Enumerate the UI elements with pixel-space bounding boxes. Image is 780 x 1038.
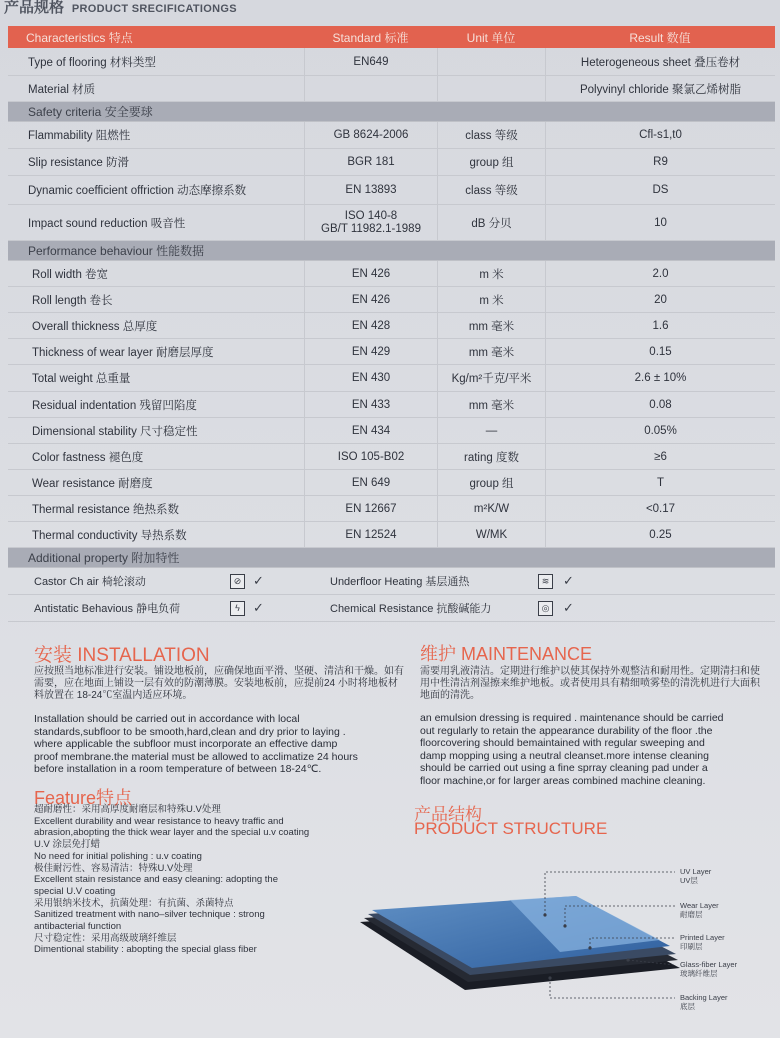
row-result: ≥6 — [545, 444, 775, 469]
layer-en: UV Layer — [680, 867, 712, 876]
row-name: Thermal conductivity 导热系数 — [32, 529, 187, 542]
feature-line: Excellent stain resistance and easy cleaning: adopting the — [34, 874, 278, 886]
row-standard: EN 430 — [304, 365, 437, 391]
installation-line: proof membrane.the material must be allowed to acclimatize 24 hours — [34, 750, 358, 763]
table-row — [8, 313, 775, 339]
chemical-resistance-icon: ◎ — [538, 601, 553, 616]
row-name: Overall thickness 总厚度 — [32, 320, 158, 333]
layer-cn: 玻璃纤维层 — [680, 969, 718, 978]
installation-line: Installation should be carried out in accordance with local — [34, 713, 300, 725]
row-unit: W/MK — [437, 522, 545, 547]
row-standard: EN 649 — [304, 470, 437, 495]
row-name: Slip resistance 防滑 — [28, 157, 129, 169]
row-result: 1.6 — [545, 313, 775, 338]
row-standard: EN 428 — [304, 313, 437, 338]
row-name: Color fastness 褪色度 — [32, 451, 144, 464]
row-unit: — — [437, 418, 545, 443]
row-unit: mm 毫米 — [437, 392, 545, 417]
row-unit: m²K/W — [437, 496, 545, 521]
table-row — [8, 470, 775, 496]
row-unit — [437, 76, 545, 101]
feature-line: 采用银纳米技术，抗菌处理：有抗菌、杀菌特点 — [34, 897, 234, 909]
row-name: Total weight 总重量 — [32, 373, 131, 385]
layer-cn: 底层 — [680, 1002, 695, 1011]
row-standard: EN 434 — [304, 418, 437, 443]
maintenance-line: floor machine,or for larger areas combined machine cleaning. — [420, 774, 706, 787]
table-row — [8, 418, 775, 444]
row-result: 0.25 — [545, 522, 775, 547]
row-unit: group 组 — [437, 470, 545, 495]
feature-title: Feature特点 — [34, 788, 133, 808]
row-name: Type of flooring 材料类型 — [28, 56, 156, 69]
row-result: Heterogeneous sheet 叠压卷材 — [545, 48, 775, 75]
product-structure-diagram — [360, 860, 760, 1030]
check-icon: ✓ — [563, 573, 574, 588]
table-header-row — [8, 26, 775, 48]
row-result: 0.08 — [545, 392, 775, 417]
maintenance-line: should be carried out using a fine sprray cleaning pad under a — [420, 762, 708, 774]
feature-line: 超耐磨性：采用高厚度耐磨层和特殊U.V处理 — [34, 804, 221, 815]
additional-row — [8, 595, 775, 622]
feature-line: 尺寸稳定性：采用高级玻璃纤维层 — [34, 932, 177, 944]
row-unit: class 等级 — [437, 176, 545, 204]
row-unit: group 组 — [437, 149, 545, 175]
row-unit: m 米 — [437, 287, 545, 312]
row-name: Dynamic coefficient offriction 动态摩擦系数 — [28, 185, 247, 197]
feature-line: antibacterial function — [34, 921, 122, 933]
maintenance-line: damp mopping using a neutral cleanset.more intense cleaning — [420, 749, 709, 762]
row-name: Roll width 卷宽 — [32, 268, 109, 281]
structure-title-cn: 产品结构 — [414, 805, 482, 824]
feature-list — [34, 804, 379, 956]
row-standard: GB 8624-2006 — [304, 122, 437, 148]
row-result: Polyvinyl chloride 聚氯乙烯树脂 — [545, 76, 775, 101]
row-name: Thermal resistance 绝热系数 — [32, 503, 179, 516]
heading-cn: 产品规格 — [4, 0, 65, 16]
row-result: 2.0 — [545, 261, 775, 286]
layer-label-uv — [680, 867, 711, 885]
row-standard: EN 13893 — [304, 176, 437, 204]
installation-title: 安装 INSTALLATION — [34, 645, 210, 666]
check-icon: ✓ — [563, 600, 574, 615]
feature-line: No need for initial polishing : u.v coating — [34, 850, 202, 862]
row-name: Flammability 阻燃性 — [28, 130, 131, 142]
check-icon: ✓ — [253, 573, 264, 588]
row-unit: class 等级 — [437, 122, 545, 148]
layer-label-backing — [680, 993, 728, 1011]
prop-chemical: Chemical Resistance 抗酸碱能力 — [330, 603, 492, 615]
table-row — [8, 149, 775, 176]
castor-chair-icon: ⊘ — [230, 574, 245, 589]
layer-label-glass-fiber — [680, 960, 737, 978]
row-result: 2.6 ± 10% — [545, 365, 775, 391]
row-standard: EN 433 — [304, 392, 437, 417]
row-name: Dimensional stability 尺寸稳定性 — [32, 425, 198, 438]
layer-label-printed — [680, 933, 725, 951]
feature-line: Sanitized treatment with nano–silver technique : strong — [34, 909, 265, 921]
heading-en: PRODUCT SRECIFICATIONGS — [71, 3, 237, 15]
layer-cn: UV层 — [680, 876, 698, 885]
additional-row — [8, 568, 775, 595]
row-standard: BGR 181 — [304, 149, 437, 175]
row-standard — [304, 205, 437, 240]
layer-en: Backing Layer — [680, 993, 728, 1002]
row-result: Cfl-s1,t0 — [545, 122, 775, 148]
row-standard: EN 12667 — [304, 496, 437, 521]
table-row — [8, 48, 775, 76]
underfloor-heating-icon: ≋ — [538, 574, 553, 589]
row-unit: mm 毫米 — [437, 313, 545, 338]
layer-en: Wear Layer — [680, 901, 719, 910]
header-unit: Unit 单位 — [466, 30, 516, 45]
installation-line: where applicable the subfloor must incorporate an effective damp — [34, 738, 338, 750]
feature-line: 极佳耐污性、容易清洁：特殊U.V处理 — [34, 862, 193, 874]
spec-table — [8, 26, 775, 622]
row-result: <0.17 — [545, 496, 775, 521]
table-row — [8, 392, 775, 418]
table-row — [8, 444, 775, 470]
table-row — [8, 205, 775, 241]
table-row — [8, 496, 775, 522]
table-row — [8, 261, 775, 287]
row-name: Wear resistance 耐磨度 — [32, 477, 153, 490]
section-title: Safety criteria 安全要球 — [28, 105, 153, 119]
feature-line: abrasion,abopting the thick wear layer and the special u.v coating — [34, 827, 310, 839]
header-characteristics: Characteristics 特点 — [26, 30, 133, 45]
row-standard: ISO 105-B02 — [304, 444, 437, 469]
header-result: Result 数值 — [629, 30, 691, 45]
check-icon: ✓ — [253, 600, 264, 615]
row-result: R9 — [545, 149, 775, 175]
installation-en-text — [34, 713, 414, 776]
row-unit: rating 度数 — [437, 444, 545, 469]
layer-cn: 印刷层 — [680, 942, 703, 951]
installation-cn-text: 应按照当地标准进行安装。铺设地板前，应确保地面平滑、坚硬、清洁和干燥。如有需要，应在地面上铺设一层有效的防潮薄膜。安装地板前，应提前24 小时将地板材料放置在 18-24℃室温内适应环境。 — [34, 666, 404, 701]
feature-line: Excellent durability and wear resistance to heavy traffic and — [34, 815, 284, 827]
row-result: 20 — [545, 287, 775, 312]
page-heading — [0, 0, 780, 18]
feature-line: Dimentional stability : abopting the special glass fiber — [34, 944, 257, 956]
maintenance-cn-text: 需要用乳液清洁。定期进行维护以使其保持外观整洁和耐用性。定期清扫和使用中性清洁剂湿擦来维护地板。或者使用具有精细喷雾垫的清洗机进行大面积地面的清洗。 — [420, 666, 760, 701]
prop-underfloor: Underfloor Heating 基层通热 — [330, 576, 470, 588]
table-row — [8, 122, 775, 149]
standard-line-1: ISO 140-8 — [344, 209, 398, 222]
performance-rows — [8, 261, 775, 548]
section-safety — [8, 102, 775, 122]
row-name: Thickness of wear layer 耐磨层厚度 — [32, 346, 214, 359]
maintenance-en-text — [420, 712, 770, 787]
row-result: 10 — [545, 205, 775, 240]
row-standard: EN 426 — [304, 261, 437, 286]
prop-antistatic: Antistatic Behavious 静电负荷 — [34, 603, 181, 615]
row-result: 0.05% — [545, 418, 775, 443]
section-title: Additional property 附加特性 — [28, 551, 180, 565]
section-performance — [8, 241, 775, 261]
installation-line: standards,subfloor to be smooth,hard,clean and dry prior to laying . — [34, 725, 346, 738]
prop-castor: Castor Ch air 椅轮滚动 — [34, 576, 146, 588]
layer-en: Printed Layer — [680, 933, 725, 942]
row-result: T — [545, 470, 775, 495]
row-unit: Kg/m²千克/平米 — [437, 365, 545, 391]
row-name: Material 材质 — [28, 83, 96, 96]
feature-line: U.V 涂层免打蜡 — [34, 839, 100, 851]
row-name: Residual indentation 残留凹陷度 — [32, 399, 197, 412]
section-title: Performance behaviour 性能数据 — [28, 244, 205, 258]
maintenance-line: an emulsion dressing is required . maintenance should be carried — [420, 712, 724, 724]
table-row — [8, 365, 775, 392]
structure-title-en: PRODUCT STRUCTURE — [414, 819, 608, 838]
feature-line: special U.V coating — [34, 885, 116, 897]
table-row — [8, 287, 775, 313]
table-row — [8, 176, 775, 205]
row-name: Roll length 卷长 — [32, 294, 113, 307]
row-result: 0.15 — [545, 339, 775, 364]
row-unit — [437, 48, 545, 75]
header-standard: Standard 标准 — [332, 30, 409, 45]
maintenance-line: floorcovering should bemaintained with regular sweeping and — [420, 737, 705, 749]
table-row — [8, 339, 775, 365]
layer-cn: 耐磨层 — [680, 910, 703, 919]
row-standard: EN 12524 — [304, 522, 437, 547]
row-unit: dB 分贝 — [437, 205, 545, 240]
row-unit: m 米 — [437, 261, 545, 286]
row-name: Impact sound reduction 吸音性 — [28, 217, 186, 230]
row-standard: EN649 — [304, 48, 437, 75]
maintenance-title: 维护 MAINTENANCE — [420, 644, 593, 664]
table-row — [8, 522, 775, 548]
antistatic-icon: ϟ — [230, 601, 245, 616]
row-result: DS — [545, 176, 775, 204]
maintenance-line: out regularly to retain the appearance durability of the floor .the — [420, 724, 713, 737]
installation-line: before installation in a room temperature of between 18-24℃. — [34, 763, 322, 775]
layer-en: Glass-fiber Layer — [680, 960, 738, 969]
row-standard — [304, 76, 437, 101]
standard-line-2: GB/T 11982.1-1989 — [321, 222, 421, 235]
layer-label-wear — [680, 901, 719, 919]
section-additional — [8, 548, 775, 568]
row-standard: EN 429 — [304, 339, 437, 364]
table-row — [8, 76, 775, 102]
row-unit: mm 毫米 — [437, 339, 545, 364]
row-standard: EN 426 — [304, 287, 437, 312]
